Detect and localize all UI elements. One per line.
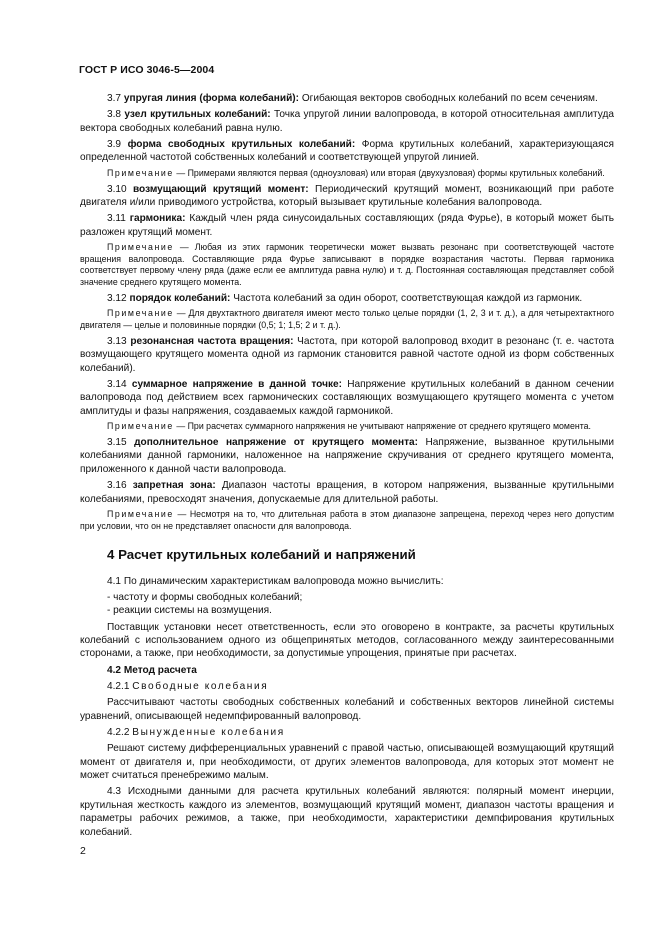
term: форма свободных крутильных колебаний: xyxy=(127,139,356,150)
clause-number: 3.7 xyxy=(107,93,122,104)
note-text: — Несмотря на то, что длительная работа в этом диапазоне запрещена, переход через него допустим при условии, что он не представляет опасности для валопровода. xyxy=(80,508,614,531)
note-3 xyxy=(80,308,614,331)
clause-number: 3.13 xyxy=(107,335,127,347)
definition-text: Частота, при которой валопровод входит в резонанс (т. е. частота возмущающего крутящего момента одной из гармоник становится равной частоте одной из форм собственных колебаний). xyxy=(80,335,614,374)
note-label: Примечание xyxy=(107,421,174,432)
note-label: Примечание xyxy=(107,242,174,252)
document-body xyxy=(80,92,614,842)
definition-text: Частота колебаний за один оборот, соответствующая каждой из гармоник. xyxy=(230,293,583,304)
term: возмущающий крутящий момент: xyxy=(132,183,309,195)
paragraph-4-1: 4.1 По динамическим характеристикам валопровода можно вычислить: xyxy=(107,575,444,587)
paragraph-4-2-1: Рассчитывают частоты свободных собственных колебаний и собственных векторов линейной системы уравнений, описывающей недемпфированный валопровод. xyxy=(80,697,614,722)
clause-number: 3.8 xyxy=(107,109,122,121)
note-4 xyxy=(80,421,614,433)
list-item: - частоту и формы свободных колебаний; xyxy=(107,591,303,603)
term: резонансная частота вращения: xyxy=(130,335,294,347)
definition-text: Напряжение крутильных колебаний в данном сечении валопровода под действием всех гармонических составляющих возмущающего крутящего момента с учетом амплитуды и фазы напряжения, создаваемых каждой гармоникой. xyxy=(80,379,614,417)
definition-3-14 xyxy=(80,378,614,418)
definition-text: Точка упругой линии валопровода, в которой относительная амплитуда вектора свободных колебаний равна нулю. xyxy=(80,109,614,134)
term: суммарное напряжение в данной точке: xyxy=(131,379,342,390)
subsection-4-2-title: 4.2 Метод расчета xyxy=(107,664,197,676)
clause-number: 4.2.1 xyxy=(107,681,133,693)
definition-text: Огибающая векторов свободных колебаний по всем сечениям. xyxy=(299,93,598,104)
paragraph-4-2-2: Решают систему дифференциальных уравнений с правой частью, описывающей возмущающий крутящий момент от двигателя и, при необходимости, от других элементов валопровода, для которых этот момент не может считаться пренебрежимо малым. xyxy=(80,743,614,782)
note-5 xyxy=(80,509,614,532)
paragraph-supplier: Поставщик установки несет ответственность, если это оговорено в контракте, за расчеты крутильных колебаний с использованием одного из общепринятых методов, согласованного между заинтересованными сторонами, а также, при необходимости, за допустимые упрощения, принятые при расчетах. xyxy=(80,621,614,660)
term: запретная зона: xyxy=(132,480,216,492)
definition-text: Каждый член ряда синусоидальных составляющих (ряда Фурье), в который может быть разложен крутящий момент. xyxy=(80,213,614,238)
clause-title: Свободные колебания xyxy=(132,681,269,693)
list-item: - реакции системы на возмущения. xyxy=(107,605,272,617)
definition-3-12 xyxy=(80,292,614,305)
term: упругая линия (форма колебаний): xyxy=(123,93,300,104)
note-2 xyxy=(80,242,614,289)
term: порядок колебаний: xyxy=(129,293,231,304)
note-1 xyxy=(80,168,614,180)
term: дополнительное напряжение от крутящего момента: xyxy=(134,437,418,448)
definition-3-7 xyxy=(80,92,614,105)
definition-text: Форма крутильных колебаний, характеризующаяся определенной частотой собственных колебаний и соответствующей упругой линией. xyxy=(80,139,614,164)
section-4-title: 4 Расчет крутильных колебаний и напряжений xyxy=(107,547,416,563)
definition-text: Периодический крутящий момент, возникающий при работе двигателя и/или приводимого устройства, который вызывает крутильные колебания валопровода. xyxy=(80,183,614,208)
definition-3-16 xyxy=(80,479,614,506)
note-text: — При расчетах суммарного напряжения не учитывают напряжение от среднего крутящего момента. xyxy=(173,421,591,432)
term: узел крутильных колебаний: xyxy=(124,109,271,121)
definition-text: Диапазон частоты вращения, в котором напряжения, вызванные крутильными колебаниями, превосходят значения, допускаемые для длительной работы. xyxy=(80,480,615,505)
clause-title: Вынужденные колебания xyxy=(132,727,285,739)
definition-3-8 xyxy=(80,108,614,135)
paragraph-4-3: 4.3 Исходными данными для расчета крутильных колебаний являются: полярный момент инерции, крутильная жесткость каждого из элементов, возмущающий крутящий момент, диапазон частоты вращения и параметры рабочих режимов, а также, при необходимости, характеристики демпфирования крутильных колебаний. xyxy=(80,786,614,838)
note-label: Примечание xyxy=(107,308,174,319)
note-label: Примечание xyxy=(107,167,174,178)
clause-number: 3.9 xyxy=(107,139,122,150)
clause-number: 3.12 xyxy=(107,293,127,304)
document-header: ГОСТ Р ИСО 3046-5—2004 xyxy=(79,64,215,76)
note-label: Примечание xyxy=(107,508,174,519)
subsection-4-2-2-title xyxy=(80,726,614,739)
clause-number: 3.16 xyxy=(107,480,127,492)
page-number: 2 xyxy=(80,845,86,857)
clause-number: 3.11 xyxy=(107,213,126,225)
note-text: — Примерами являются первая (одноузловая) или вторая (двухузловая) формы крутильных колебаний. xyxy=(173,167,605,178)
definition-3-9 xyxy=(80,138,614,165)
definition-3-15 xyxy=(80,436,614,476)
clause-number: 3.14 xyxy=(107,379,127,390)
note-text: — Для двухтактного двигателя имеют место только целые порядки (1, 2, 3 и т. д.), а для четырехтактного двигателя — целые и половинные порядки (0,5; 1; 1,5; 2 и т. д.). xyxy=(80,308,614,330)
definition-3-13 xyxy=(80,335,614,375)
clause-number: 4.2.2 xyxy=(107,727,133,739)
term: гармоника: xyxy=(129,213,186,225)
definition-3-11 xyxy=(80,212,614,239)
note-text: — Любая из этих гармоник теоретически может вызвать резонанс при соответствующей частоте вращения валопровода. Составляющие ряда Фурье записывают в порядке возрастания частоты. Первая гармоника соответствует первому члену ряда (даже если ее амплитуда равна нулю) и т. д. Постоянная составляющая представляет собой значение среднего крутящего момента. xyxy=(80,242,614,288)
definition-text: Напряжение, вызванное крутильными колебаниями данной гармоники, наложенное на напряжение скручивания от среднего крутящего момента, приложенного к данной части валопровода. xyxy=(80,437,615,475)
clause-number: 3.15 xyxy=(107,437,127,448)
definition-3-10 xyxy=(80,183,614,210)
subsection-4-2-1-title xyxy=(80,680,614,693)
clause-number: 3.10 xyxy=(107,183,127,195)
